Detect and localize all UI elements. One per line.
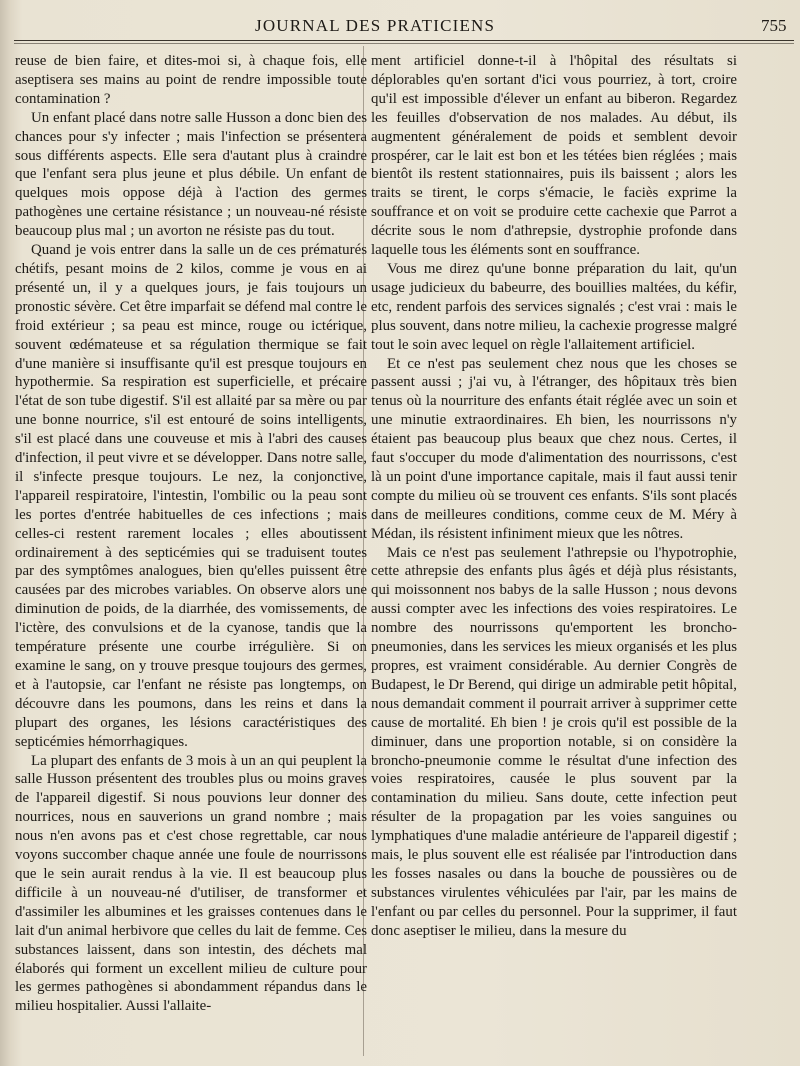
- paragraph: ment artificiel donne-t-il à l'hôpital des résultats si déplorables qu'en sortant d'ici vous pourriez, à tort, croire qu'il est impossible d'élever un enfant au biberon. Regardez les feuilles d'observation de nos malades. Au début, ils augmentent généralement de poids et semblent devoir prospérer, car le lait est bon et les tétées bien réglées ; mais bientôt ils restent stationnaires, puis ils baissent ; alors les traits se tirent, le corps s'émacie, le faciès exprime la souffrance et on voit se produire cette cachexie que Parrot a décrite sous le nom d'athrepsie, dystrophie profonde dans laquelle tous les éléments sont en souffrance.: [371, 53, 737, 259]
- paragraph: Un enfant placé dans notre salle Husson a donc bien des chances pour s'y infecter ; mais l'infection se présentera sous différents aspects. Elle sera d'autant plus à craindre que l'enfant sera plus jeune et plus débile. Un enfant de quelques mois oppose déjà à l'action des germes pathogènes une certaine résistance ; un nouveau-né résiste beaucoup plus mal ; un avorton ne résiste pas du tout.: [15, 109, 367, 240]
- paragraph: Et ce n'est pas seulement chez nous que les choses se passent aussi ; j'ai vu, à l'étranger, des hôpitaux très bien tenus où la nourriture des enfants était réglée avec un soin et une minutie extraordinaires. Eh bien, les nourrissons n'y étaient pas beaucoup plus beaux que chez nous. Certes, il faut s'occuper du mode d'alimentation des nourrissons, c'est là un point d'une importance capitale, mais il faut aussi tenir compte du milieu où se trouvent ces enfants. S'ils sont placés dans de meilleures conditions, comme ceux de M. Méry à Médan, ils résistent infiniment mieux que les nôtres.: [371, 355, 737, 542]
- header-rule-secondary: [14, 43, 794, 44]
- paragraph: La plupart des enfants de 3 mois à un an qui peuplent la salle Husson présentent des troubles plus ou moins graves de l'appareil digestif. Si nous pouvions leur donner des nourrices, nous en sauverions un grand nombre ; mais nous n'en avons pas et c'est chose regrettable, car nous voyons succomber chaque année une foule de nourrissons que le sein aurait rendus à la vie. Il est beaucoup plus difficile à un nouveau-né d'utiliser, de transformer et d'assimiler les albumines et les graisses contenues dans le lait d'un animal herbivore que celles du lait de femme. Ces substances laissent, dans son intestin, des déchets mal élaborés qui forment un excellent milieu de culture pour les germes pathogènes si abondamment répandus dans le milieu hospitalier. Aussi l'allaite-: [15, 752, 367, 1015]
- left-column: [15, 52, 367, 1016]
- paragraph: Quand je vois entrer dans la salle un de ces prématurés chétifs, pesant moins de 2 kilos, comme je vous en ai présenté un, il y a quelques jours, je fais toujours un pronostic sévère. Cet être imparfait se défend mal contre le froid extérieur ; sa peau est mince, rouge ou ictérique, souvent œdémateuse et sa régulation thermique se fait d'une manière si insuffisante qu'il est presque toujours en hypothermie. Sa respiration est superficielle, et précaire l'état de son tube digestif. S'il est allaité par sa mère ou par une bonne nourrice, s'il est entouré de soins intelligents, s'il est placé dans une couveuse et mis à l'abri des causes d'infection, il peut vivre et se développer. Dans notre salle, il s'infecte presque toujours. Le nez, la conjonctive, l'appareil respiratoire, l'intestin, l'ombilic ou la peau sont les portes d'entrée habituelles de ces infections ; mais celles-ci restent rarement locales ; elles aboutissent ordinairement à des septicémies qui se traduisent toutes par des symptômes analogues, bien qu'elles puissent être causées par des microbes variables. On observe alors une diminution de poids, de la diarrhée, des vomissements, de l'ictère, des convulsions et de la cyanose, tandis que la température présente une courbe irrégulière. Si on examine le sang, on y trouve presque toujours des germes, et à l'autopsie, car l'enfant ne résiste pas longtemps, on découvre dans les poumons, dans les reins et dans la plupart des organes, les lésions caractéristiques des septicémies hémorrhagiques.: [15, 242, 367, 750]
- paragraph: reuse de bien faire, et dites-moi si, à chaque fois, elle aseptisera ses mains au point de rendre impossible toute contamination ?: [15, 53, 367, 107]
- paragraph: Vous me direz qu'une bonne préparation du lait, qu'un usage judicieux du babeurre, des bouillies maltées, du kéfir, etc, rendent parfois des services signalés ; c'est vrai : mais le plus souvent, dans notre milieu, la cachexie progresse malgré tout le soin avec lequel on règle l'allaitement artificiel.: [371, 260, 737, 353]
- running-title: JOURNAL DES PRATICIENS: [255, 16, 496, 35]
- right-column: [371, 52, 737, 941]
- paragraph: Mais ce n'est pas seulement l'athrepsie ou l'hypotrophie, cette athrepsie des enfants plus âgés et déjà plus résistants, qui moissonnent nos babys de la salle Husson ; nous devons aussi compter avec les infections des voies respiratoires. Le nombre des nourrissons qu'emportent les broncho-pneumonies, dans les services les mieux organisés et les plus propres, est vraiment considérable. Au dernier Congrès de Budapest, le Dr Berend, qui dirige un admirable petit hôpital, nous demandait comment il pourrait arriver à supprimer cette cause de mortalité. Eh bien ! je crois qu'il est possible de la diminuer, dans une proportion notable, si on considère la broncho-pneumonie comme le résultat d'une infection des voies respiratoires, causée le plus souvent par la contamination du milieu. Sans doute, cette infection peut résulter de la propagation par les voies sanguines ou lymphatiques d'une maladie antérieure de l'appareil digestif ; mais, le plus souvent elle est réalisée par l'introduction dans les fosses nasales ou dans la bouche de poussières ou de substances virulentes véhiculées par l'air, par les mains de l'enfant ou par celles du personnel. Pour la supprimer, il faut donc aseptiser le milieu, dans la mesure du: [371, 544, 737, 939]
- header-rule: [14, 40, 794, 41]
- page-header: [0, 14, 800, 40]
- page-number: 755: [761, 16, 787, 35]
